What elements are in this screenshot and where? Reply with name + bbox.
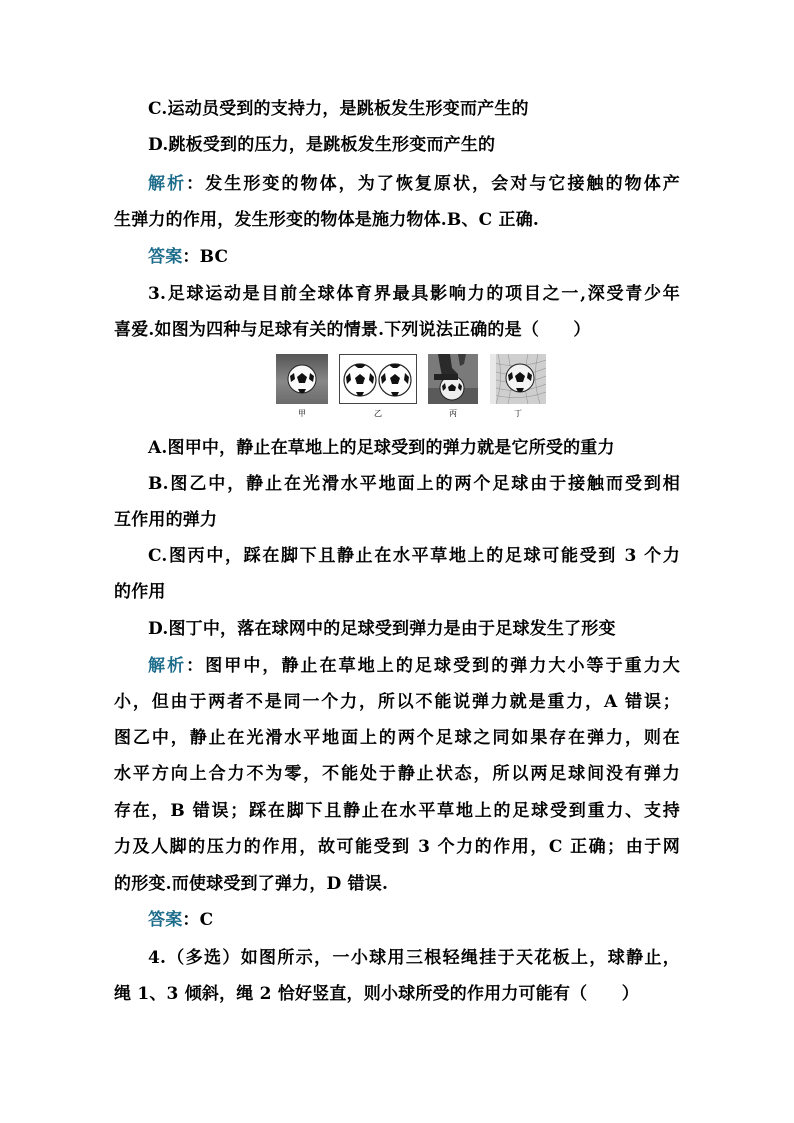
option-a-line: A.图甲中，静止在草地上的足球受到的弹力就是它所受的重力 xyxy=(148,438,615,458)
option-c2-line-1: C.图丙中，踩在脚下且静止在水平草地上的足球可能受到 3 个力 xyxy=(148,546,680,566)
caption-yi: 乙 xyxy=(374,409,382,418)
caption-jia: 甲 xyxy=(298,409,306,418)
option-c-line: C.运动员受到的支持力，是跳板发生形变而产生的 xyxy=(148,99,529,119)
analysis-line-1 xyxy=(148,172,680,196)
option-b-line-1: B.图乙中，静止在光滑水平地面上的两个足球由于接触而受到相 xyxy=(148,474,680,494)
answer2-line xyxy=(148,908,213,932)
analysis-line-2: 生弹力的作用，发生形变的物体是施力物体.B、C 正确. xyxy=(114,210,540,230)
analysis-label: 解析 xyxy=(148,174,187,194)
answer-line xyxy=(148,245,228,269)
option-c2-line-2: 的作用 xyxy=(114,582,166,602)
analysis2-line-6: 力及人脚的压力的作用，故可能受到 3 个力的作用，C 正确；由于网 xyxy=(114,837,680,857)
question-3-line-2: 喜爱.如图为四种与足球有关的情景.下列说法正确的是（ ） xyxy=(114,320,591,340)
option-d2-line: D.图丁中，落在球网中的足球受到弹力是由于足球发生了形变 xyxy=(148,619,616,639)
question-3-line-1: 3.足球运动是目前全球体育界最具影响力的项目之一,深受青少年 xyxy=(148,284,680,304)
analysis2-line-5: 存在，B 错误；踩在脚下且静止在水平草地上的足球受到重力、支持 xyxy=(114,801,680,821)
analysis2-text: ：图甲中，静止在草地上的足球受到的弹力大小等于重力大 xyxy=(186,656,680,676)
answer-text: ：BC xyxy=(182,247,229,267)
analysis2-line-7: 的形变.而使球受到了弹力，D 错误. xyxy=(114,874,389,894)
ball-on-grass-image xyxy=(276,354,328,404)
caption-bing: 丙 xyxy=(449,409,457,418)
two-balls-image xyxy=(340,355,416,403)
analysis2-line-1 xyxy=(148,654,680,678)
ball-in-net-image xyxy=(490,354,546,404)
option-d-line: D.跳板受到的压力，是跳板发生形变而产生的 xyxy=(148,135,496,155)
analysis2-label: 解析 xyxy=(148,656,187,676)
analysis2-line-3: 图乙中，静止在光滑水平地面上的两个足球之同如果存在弹力，则在 xyxy=(114,728,680,748)
panel-jia xyxy=(276,354,328,404)
panel-bing xyxy=(428,354,478,404)
football-figure xyxy=(276,354,546,424)
answer2-label: 答案 xyxy=(148,910,183,930)
analysis2-line-2: 小，但由于两者不是同一个力，所以不能说弹力就是重力，A 错误； xyxy=(114,692,680,712)
answer-label: 答案 xyxy=(148,247,183,267)
panel-ding xyxy=(490,354,546,404)
analysis2-line-4: 水平方向上合力不为零，不能处于静止状态，所以两足球间没有弹力 xyxy=(114,764,680,784)
panel-yi xyxy=(339,354,417,404)
question-4-line-2: 绳 1、3 倾斜，绳 2 恰好竖直，则小球所受的作用力可能有（ ） xyxy=(114,984,639,1004)
foot-on-ball-image xyxy=(428,354,478,404)
caption-ding: 丁 xyxy=(514,409,522,418)
option-b-line-2: 互作用的弹力 xyxy=(114,510,218,530)
answer2-text: ：C xyxy=(182,910,214,930)
analysis-text: ：发生形变的物体，为了恢复原状，会对与它接触的物体产 xyxy=(186,174,680,194)
question-4-line-1: 4.（多选）如图所示，一小球用三根轻绳挂于天花板上，球静止， xyxy=(148,948,680,968)
